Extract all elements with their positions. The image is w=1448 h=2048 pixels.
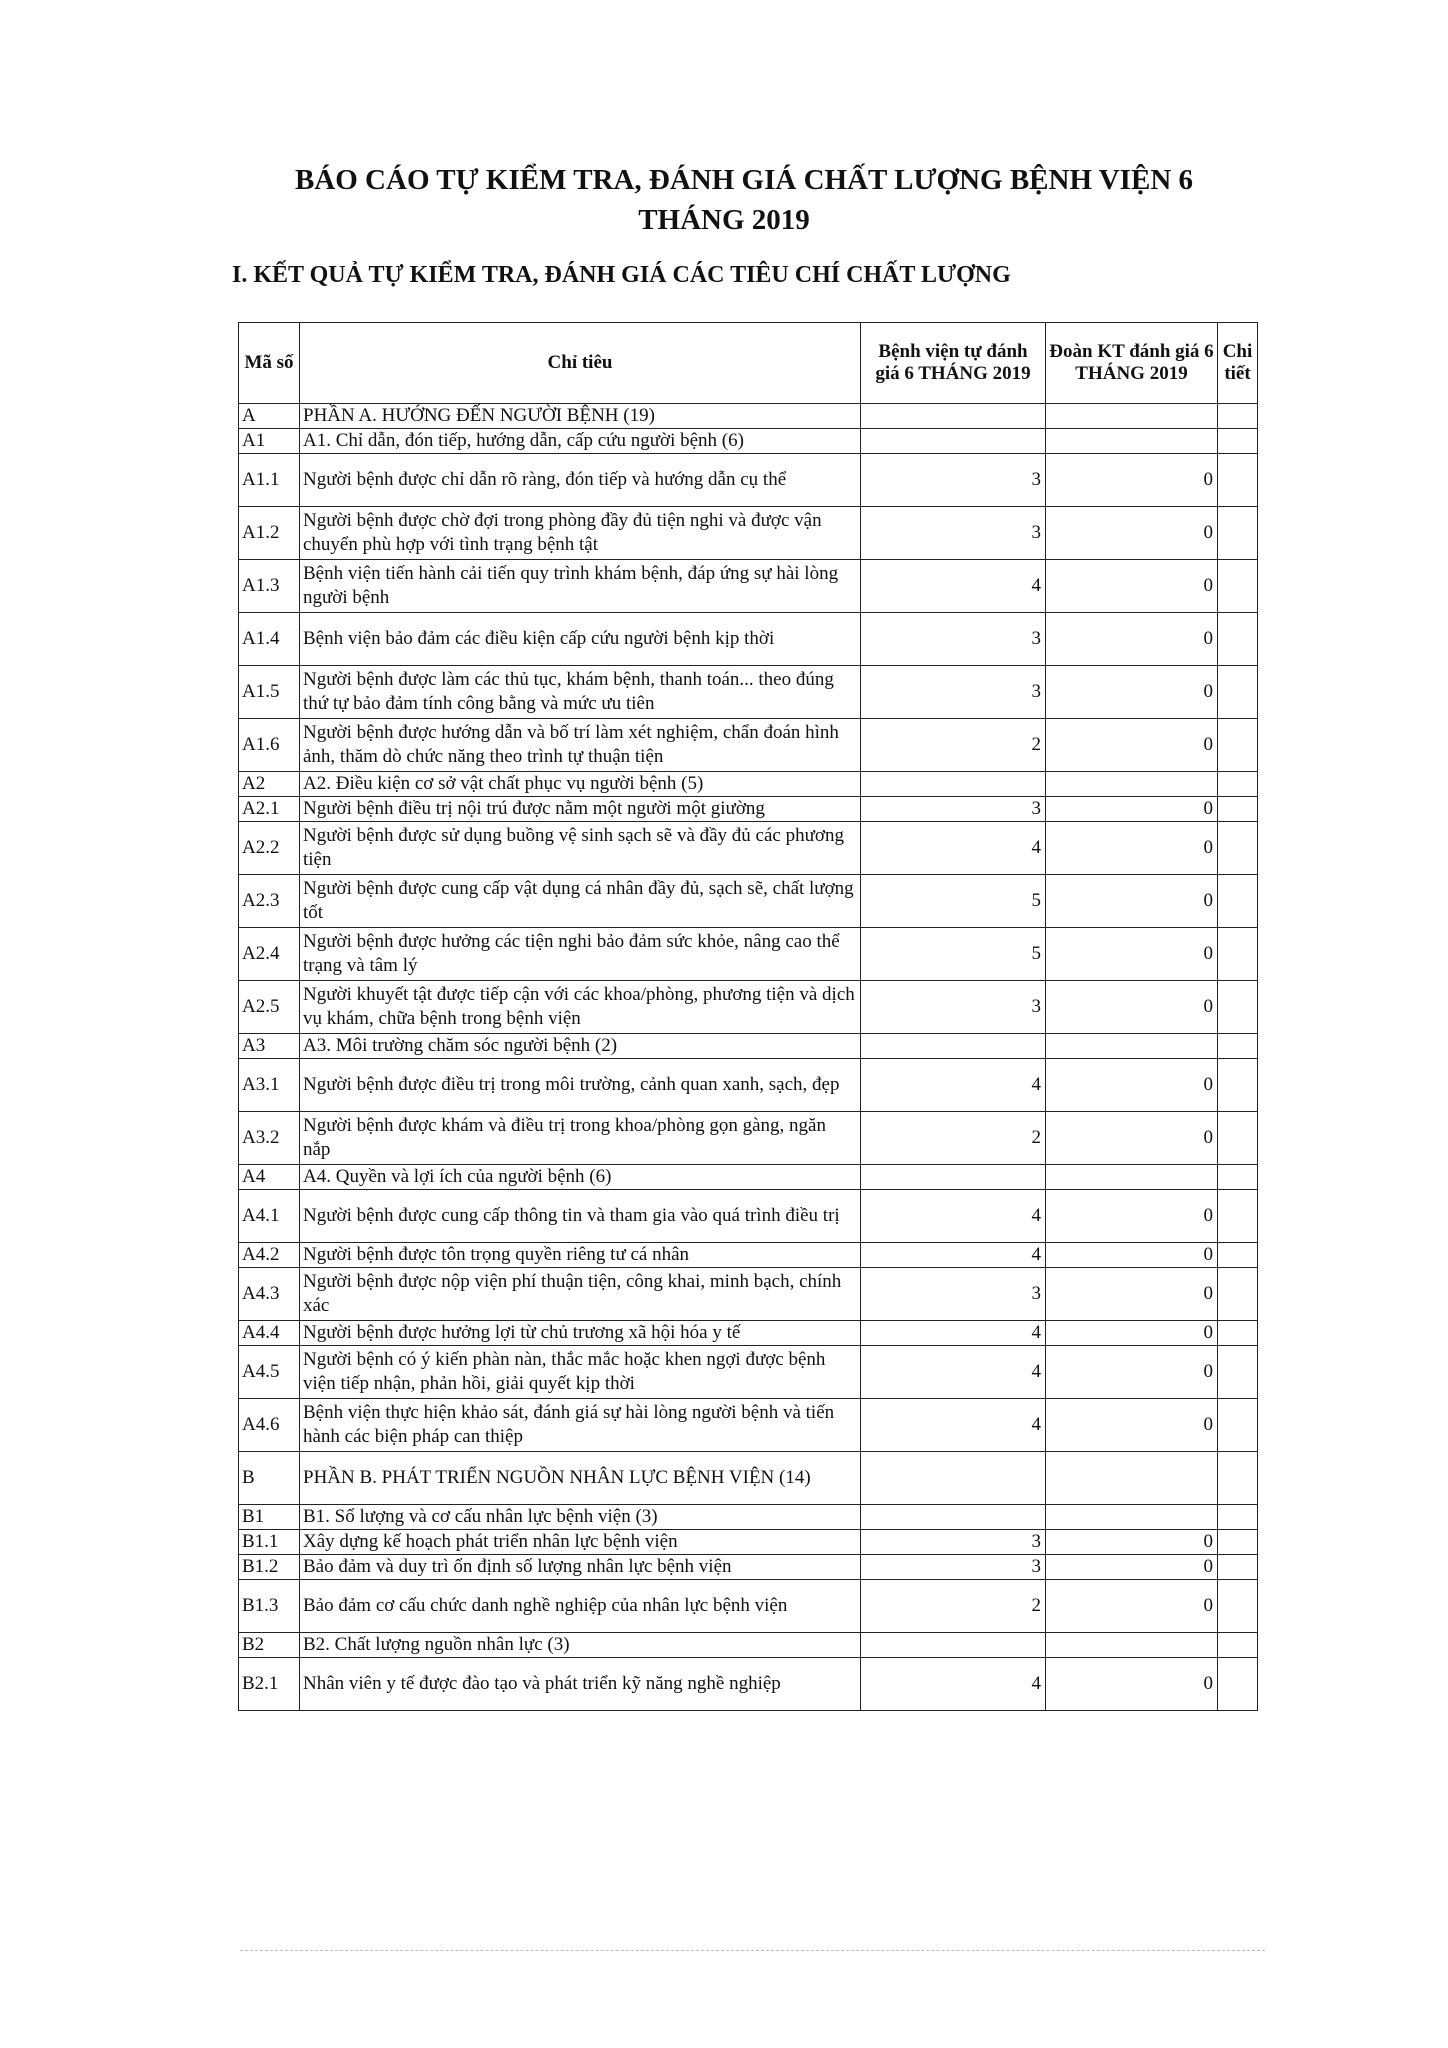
row-code: A4.4: [239, 1321, 300, 1346]
row-self-eval: 4: [861, 1321, 1046, 1346]
table-row: [239, 1321, 1258, 1346]
criteria-table: [238, 322, 1258, 1711]
row-self-eval: 2: [861, 719, 1046, 772]
table-body: [239, 404, 1258, 1711]
row-detail: [1218, 797, 1258, 822]
report-title-line2: THÁNG 2019: [638, 204, 810, 236]
table-row: [239, 1505, 1258, 1530]
row-detail: [1218, 1243, 1258, 1268]
header-detail: Chi tiết: [1218, 323, 1258, 404]
table-row: [239, 1399, 1258, 1452]
row-detail: [1218, 1580, 1258, 1633]
row-criteria: Người bệnh được hưởng lợi từ chủ trương xã hội hóa y tế: [300, 1321, 861, 1346]
row-team-eval: 0: [1046, 875, 1218, 928]
table-row: [239, 454, 1258, 507]
row-self-eval: 4: [861, 1399, 1046, 1452]
row-self-eval: [861, 1633, 1046, 1658]
header-criteria: Chỉ tiêu: [300, 323, 861, 404]
row-self-eval: 3: [861, 1555, 1046, 1580]
row-detail: [1218, 1530, 1258, 1555]
row-self-eval: 4: [861, 822, 1046, 875]
row-detail: [1218, 875, 1258, 928]
row-criteria: PHẦN A. HƯỚNG ĐẾN NGƯỜI BỆNH (19): [300, 404, 861, 429]
row-self-eval: 3: [861, 613, 1046, 666]
row-team-eval: [1046, 1452, 1218, 1505]
row-self-eval: [861, 1034, 1046, 1059]
row-team-eval: 0: [1046, 1580, 1218, 1633]
row-self-eval: [861, 1165, 1046, 1190]
row-detail: [1218, 613, 1258, 666]
header-code: Mã số: [239, 323, 300, 404]
row-self-eval: 4: [861, 1190, 1046, 1243]
row-criteria: Người bệnh điều trị nội trú được nằm một người một giường: [300, 797, 861, 822]
table-row: [239, 404, 1258, 429]
row-criteria: Người khuyết tật được tiếp cận với các khoa/phòng, phương tiện và dịch vụ khám, chữa bệnh trong bệnh viện: [300, 981, 861, 1034]
row-criteria: Người bệnh được chờ đợi trong phòng đầy đủ tiện nghi và được vận chuyển phù hợp với tình trạng bệnh tật: [300, 507, 861, 560]
row-code: A1.2: [239, 507, 300, 560]
header-self-eval: Bệnh viện tự đánh giá 6 THÁNG 2019: [861, 323, 1046, 404]
row-team-eval: 0: [1046, 613, 1218, 666]
table-row: [239, 797, 1258, 822]
row-self-eval: [861, 404, 1046, 429]
table-row: [239, 1658, 1258, 1711]
row-criteria: Xây dựng kế hoạch phát triển nhân lực bệnh viện: [300, 1530, 861, 1555]
row-team-eval: 0: [1046, 454, 1218, 507]
row-criteria: Người bệnh được cung cấp vật dụng cá nhân đầy đủ, sạch sẽ, chất lượng tốt: [300, 875, 861, 928]
row-self-eval: 3: [861, 454, 1046, 507]
row-self-eval: [861, 772, 1046, 797]
row-self-eval: 4: [861, 1059, 1046, 1112]
row-team-eval: [1046, 1034, 1218, 1059]
row-self-eval: 4: [861, 1346, 1046, 1399]
table-row: [239, 1580, 1258, 1633]
row-code: A4: [239, 1165, 300, 1190]
section-title: I. KẾT QUẢ TỰ KIỂM TRA, ĐÁNH GIÁ CÁC TIÊU CHÍ CHẤT LƯỢNG: [232, 262, 1011, 288]
row-code: A1: [239, 429, 300, 454]
row-code: A2.1: [239, 797, 300, 822]
row-detail: [1218, 1059, 1258, 1112]
row-team-eval: [1046, 429, 1218, 454]
row-team-eval: 0: [1046, 1268, 1218, 1321]
row-team-eval: 0: [1046, 981, 1218, 1034]
row-code: A4.3: [239, 1268, 300, 1321]
row-criteria: A4. Quyền và lợi ích của người bệnh (6): [300, 1165, 861, 1190]
row-team-eval: 0: [1046, 1190, 1218, 1243]
row-detail: [1218, 719, 1258, 772]
row-code: B1.1: [239, 1530, 300, 1555]
row-self-eval: [861, 429, 1046, 454]
row-team-eval: 0: [1046, 507, 1218, 560]
row-code: A4.5: [239, 1346, 300, 1399]
footer-divider: [240, 1950, 1265, 1951]
row-team-eval: 0: [1046, 1112, 1218, 1165]
row-criteria: Người bệnh có ý kiến phàn nàn, thắc mắc hoặc khen ngợi được bệnh viện tiếp nhận, phản hồi, giải quyết kịp thời: [300, 1346, 861, 1399]
row-criteria: Người bệnh được hướng dẫn và bố trí làm xét nghiệm, chẩn đoán hình ảnh, thăm dò chức năng theo trình tự thuận tiện: [300, 719, 861, 772]
row-code: B2: [239, 1633, 300, 1658]
table-row: [239, 1452, 1258, 1505]
row-detail: [1218, 666, 1258, 719]
row-self-eval: 3: [861, 1530, 1046, 1555]
row-detail: [1218, 1555, 1258, 1580]
row-code: A3: [239, 1034, 300, 1059]
row-code: A2: [239, 772, 300, 797]
row-self-eval: 3: [861, 797, 1046, 822]
row-code: B1.3: [239, 1580, 300, 1633]
row-detail: [1218, 454, 1258, 507]
row-criteria: Người bệnh được chỉ dẫn rõ ràng, đón tiếp và hướng dẫn cụ thể: [300, 454, 861, 507]
table-row: [239, 1268, 1258, 1321]
row-self-eval: 3: [861, 981, 1046, 1034]
row-self-eval: 5: [861, 875, 1046, 928]
row-code: A4.2: [239, 1243, 300, 1268]
row-team-eval: 0: [1046, 1346, 1218, 1399]
row-detail: [1218, 822, 1258, 875]
row-criteria: Bảo đảm cơ cấu chức danh nghề nghiệp của nhân lực bệnh viện: [300, 1580, 861, 1633]
row-criteria: Người bệnh được hưởng các tiện nghi bảo đảm sức khỏe, nâng cao thể trạng và tâm lý: [300, 928, 861, 981]
row-detail: [1218, 507, 1258, 560]
row-self-eval: 2: [861, 1112, 1046, 1165]
row-detail: [1218, 1165, 1258, 1190]
table-row: [239, 666, 1258, 719]
row-detail: [1218, 1452, 1258, 1505]
header-team-eval: Đoàn KT đánh giá 6 THÁNG 2019: [1046, 323, 1218, 404]
row-team-eval: 0: [1046, 719, 1218, 772]
row-self-eval: 2: [861, 1580, 1046, 1633]
row-criteria: A2. Điều kiện cơ sở vật chất phục vụ người bệnh (5): [300, 772, 861, 797]
row-team-eval: 0: [1046, 1658, 1218, 1711]
row-team-eval: [1046, 1633, 1218, 1658]
row-team-eval: [1046, 1505, 1218, 1530]
row-team-eval: [1046, 1165, 1218, 1190]
row-code: A1.5: [239, 666, 300, 719]
table-row: [239, 1034, 1258, 1059]
row-self-eval: 3: [861, 507, 1046, 560]
row-team-eval: [1046, 404, 1218, 429]
row-self-eval: 4: [861, 1658, 1046, 1711]
row-self-eval: 3: [861, 666, 1046, 719]
table-row: [239, 1059, 1258, 1112]
row-criteria: Bảo đảm và duy trì ổn định số lượng nhân lực bệnh viện: [300, 1555, 861, 1580]
row-self-eval: 4: [861, 1243, 1046, 1268]
row-criteria: PHẦN B. PHÁT TRIỂN NGUỒN NHÂN LỰC BỆNH VIỆN (14): [300, 1452, 861, 1505]
row-code: A4.1: [239, 1190, 300, 1243]
table-row: [239, 822, 1258, 875]
row-criteria: B1. Số lượng và cơ cấu nhân lực bệnh viện (3): [300, 1505, 861, 1530]
table-row: [239, 507, 1258, 560]
row-team-eval: 0: [1046, 1530, 1218, 1555]
row-criteria: Bệnh viện bảo đảm các điều kiện cấp cứu người bệnh kịp thời: [300, 613, 861, 666]
row-code: A1.3: [239, 560, 300, 613]
row-team-eval: 0: [1046, 1243, 1218, 1268]
row-team-eval: 0: [1046, 560, 1218, 613]
row-detail: [1218, 404, 1258, 429]
table-row: [239, 1112, 1258, 1165]
row-detail: [1218, 1346, 1258, 1399]
row-code: A3.2: [239, 1112, 300, 1165]
row-detail: [1218, 1658, 1258, 1711]
row-detail: [1218, 1321, 1258, 1346]
row-code: A4.6: [239, 1399, 300, 1452]
table-row: [239, 875, 1258, 928]
row-team-eval: 0: [1046, 1321, 1218, 1346]
row-criteria: A3. Môi trường chăm sóc người bệnh (2): [300, 1034, 861, 1059]
row-detail: [1218, 560, 1258, 613]
row-code: B1.2: [239, 1555, 300, 1580]
row-team-eval: [1046, 772, 1218, 797]
table-row: [239, 981, 1258, 1034]
table-row: [239, 560, 1258, 613]
row-criteria: Bệnh viện tiến hành cải tiến quy trình khám bệnh, đáp ứng sự hài lòng người bệnh: [300, 560, 861, 613]
row-criteria: Người bệnh được nộp viện phí thuận tiện, công khai, minh bạch, chính xác: [300, 1268, 861, 1321]
row-code: B2.1: [239, 1658, 300, 1711]
row-self-eval: 4: [861, 560, 1046, 613]
row-team-eval: 0: [1046, 1555, 1218, 1580]
row-criteria: Bệnh viện thực hiện khảo sát, đánh giá sự hài lòng người bệnh và tiến hành các biện pháp can thiệp: [300, 1399, 861, 1452]
row-criteria: Người bệnh được sử dụng buồng vệ sinh sạch sẽ và đầy đủ các phương tiện: [300, 822, 861, 875]
table-row: [239, 429, 1258, 454]
row-code: A3.1: [239, 1059, 300, 1112]
row-code: A1.4: [239, 613, 300, 666]
row-code: A2.2: [239, 822, 300, 875]
row-criteria: Người bệnh được điều trị trong môi trường, cảnh quan xanh, sạch, đẹp: [300, 1059, 861, 1112]
row-code: A2.3: [239, 875, 300, 928]
table-row: [239, 772, 1258, 797]
row-code: A2.5: [239, 981, 300, 1034]
row-self-eval: 5: [861, 928, 1046, 981]
row-code: A: [239, 404, 300, 429]
row-detail: [1218, 928, 1258, 981]
row-criteria: Người bệnh được làm các thủ tục, khám bệnh, thanh toán... theo đúng thứ tự bảo đảm tính công bằng và mức ưu tiên: [300, 666, 861, 719]
row-criteria: B2. Chất lượng nguồn nhân lực (3): [300, 1633, 861, 1658]
row-self-eval: [861, 1452, 1046, 1505]
report-title-line1: BÁO CÁO TỰ KIỂM TRA, ĐÁNH GIÁ CHẤT LƯỢNG BỆNH VIỆN 6: [294, 164, 1194, 196]
row-self-eval: [861, 1505, 1046, 1530]
row-self-eval: 3: [861, 1268, 1046, 1321]
row-detail: [1218, 429, 1258, 454]
row-code: A1.6: [239, 719, 300, 772]
table-row: [239, 1346, 1258, 1399]
table-row: [239, 1633, 1258, 1658]
row-team-eval: 0: [1046, 928, 1218, 981]
row-criteria: Nhân viên y tế được đào tạo và phát triển kỹ năng nghề nghiệp: [300, 1658, 861, 1711]
row-team-eval: 0: [1046, 1399, 1218, 1452]
table-row: [239, 613, 1258, 666]
table-row: [239, 928, 1258, 981]
table-row: [239, 1555, 1258, 1580]
row-team-eval: 0: [1046, 822, 1218, 875]
table-row: [239, 1530, 1258, 1555]
row-detail: [1218, 981, 1258, 1034]
row-detail: [1218, 1399, 1258, 1452]
row-criteria: Người bệnh được cung cấp thông tin và tham gia vào quá trình điều trị: [300, 1190, 861, 1243]
table-row: [239, 1165, 1258, 1190]
row-criteria: A1. Chỉ dẫn, đón tiếp, hướng dẫn, cấp cứu người bệnh (6): [300, 429, 861, 454]
row-detail: [1218, 1190, 1258, 1243]
row-code: B: [239, 1452, 300, 1505]
row-detail: [1218, 1505, 1258, 1530]
table-row: [239, 1243, 1258, 1268]
row-detail: [1218, 1268, 1258, 1321]
row-detail: [1218, 772, 1258, 797]
row-detail: [1218, 1112, 1258, 1165]
row-detail: [1218, 1633, 1258, 1658]
row-team-eval: 0: [1046, 797, 1218, 822]
row-criteria: Người bệnh được tôn trọng quyền riêng tư cá nhân: [300, 1243, 861, 1268]
row-code: A2.4: [239, 928, 300, 981]
row-detail: [1218, 1034, 1258, 1059]
table-row: [239, 719, 1258, 772]
row-team-eval: 0: [1046, 1059, 1218, 1112]
table-header-row: [239, 323, 1258, 404]
row-code: A1.1: [239, 454, 300, 507]
row-team-eval: 0: [1046, 666, 1218, 719]
table-row: [239, 1190, 1258, 1243]
row-criteria: Người bệnh được khám và điều trị trong khoa/phòng gọn gàng, ngăn nắp: [300, 1112, 861, 1165]
row-code: B1: [239, 1505, 300, 1530]
